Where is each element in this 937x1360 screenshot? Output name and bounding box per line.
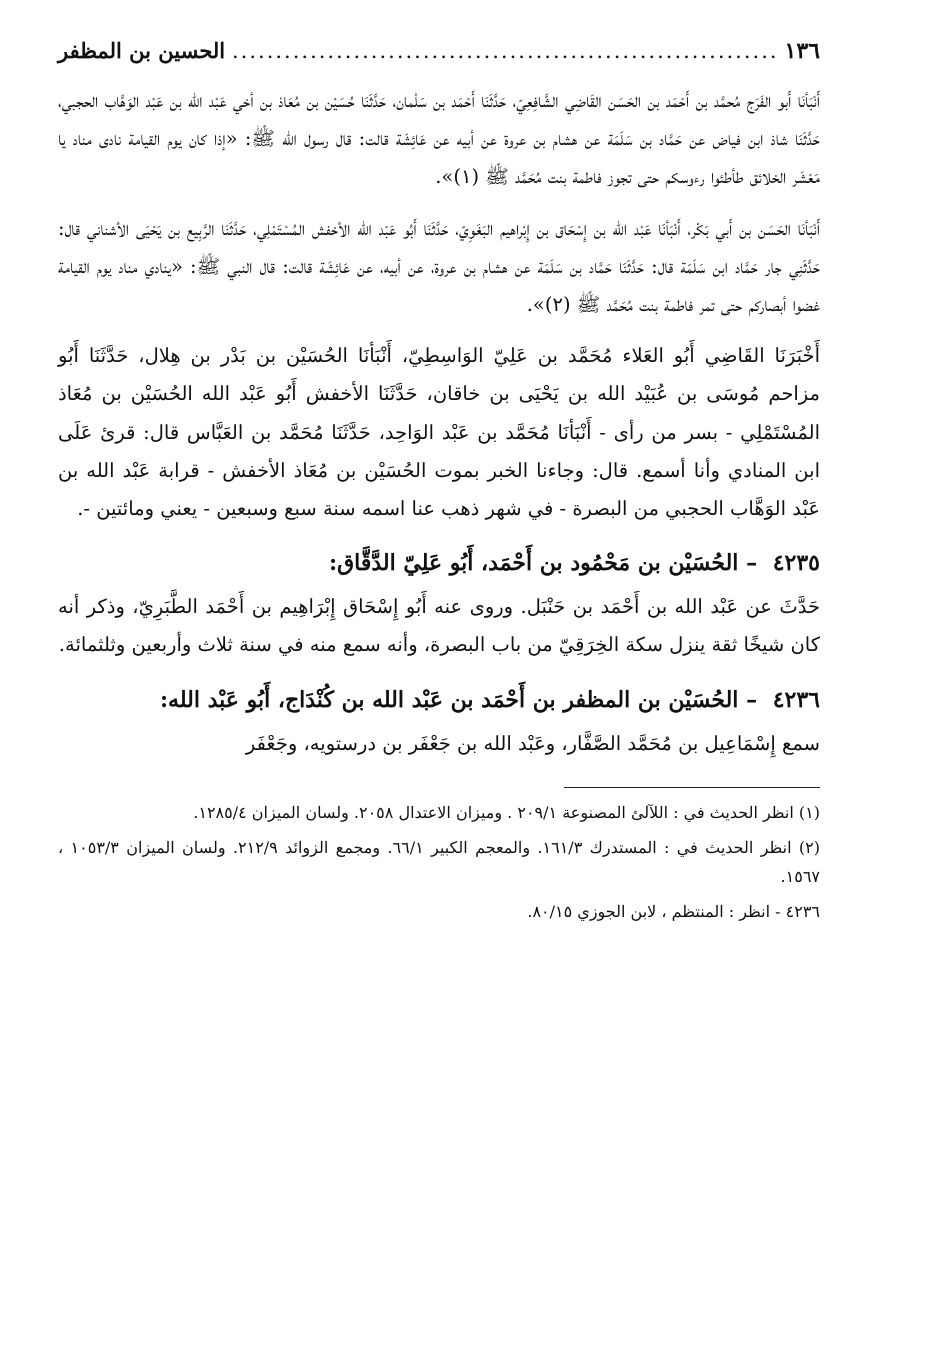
narration-paragraph-3: أَخْبَرَنَا القَاضِي أَبُو العَلاء مُحَمَّد بن عَلِيّ الوَاسِطِيّ، أَنْبَأنَا الحُسَيْن بن بَدْر بن هِلال، حَدَّثَنَا أَبُو مزاحم مُوسَى بن عُبَيْد الله بن يَحْيَى بن خاقان، حَدَّثَنَا الأخفش أَبُو عَبْد الله الحُسَيْن بن مُعَاذ المُسْتَمْلِي - بسر من رأى - أَنْبَأنَا مُحَمَّد بن عَبْد الوَاحِد، حَدَّثَنَا مُحَمَّد بن العَبَّاس قال: قرئ عَلَى ابن المنادي وأنا أسمع. قال: وجاءنا الخبر بموت الحُسَيْن بن مُعَاذ الأخفش - قرابة عَبْد الله بن عَبْد الوَهَّاب الحجبي من البصرة - في شهر ذهب عنا اسمه سنة سبع وسبعين - يعني ومائتين -. <box>58 344 820 521</box>
entry-number: ٤٢٣٦ <box>772 686 820 713</box>
entry-body-4235: حَدَّثَ عن عَبْد الله بن أَحْمَد بن حَنْبَل. وروى عنه أَبُو إِسْحَاق إِبْرَاهِيم بن أَحْمَد الطَّبَرِيّ، وذكر أنه كان شيخًا ثقة ينزل سكة الخِرَقِيّ من باب البصرة، وأنه سمع منه في سنة ثلاث وأربعين وثلثمائة. <box>58 595 820 657</box>
header-leader-dots <box>231 39 778 63</box>
entry-title: الحُسَيْن بن مَحْمُود بن أَحْمَد، أَبُو عَلِيّ الدَّقَّاق: <box>328 550 739 577</box>
entry-body-4236: سمع إِسْمَاعِيل بن مُحَمَّد الصَّفَّار، وعَبْد الله بن جَعْفَر بن درستويه، وجَعْفَر <box>245 731 820 755</box>
entry-title: الحُسَيْن بن المظفر بن أَحْمَد بن عَبْد الله بن كُنْدَاج، أَبُو عَبْد الله: <box>159 686 739 713</box>
running-header <box>58 38 820 76</box>
entry-heading-4236: ٤٢٣٦ – الحُسَيْن بن المظفر بن أَحْمَد بن عَبْد الله بن كُنْدَاج، أَبُو عَبْد الله: <box>159 686 820 713</box>
footnote-separator <box>564 787 820 788</box>
hadith-paragraph-1: أَنْبَأنَا أَبو الفَرَج مُحمَّد بن أَحْمَد بن الحَسَن القَاضِي الشَّافِعِيّ، حَدَّثَنَا أَحْمَد بن سَلْمان، حَدَّثَنَا حُسَيْن بن مُعَاذ بن أخي عَبْد الله بن عَبْد الوَهَّاب الحجبي، حَدَّثَنَا شاذ ابن فياض عن حَمَّاد بن سَلَمَة عن هشام بن عروة عن أبيه عن عَائِشَة قالت: قال رسول الله ﷺ: «إذا كان يوم القيامة نادى مناد يا مَعْشَر الخلائق طأطئوا رءوسكم حتى تجوز فاطمة بنت مُحَمَّد ﷺ (١)». <box>58 89 820 189</box>
entry-heading-4235: ٤٢٣٥ – الحُسَيْن بن مَحْمُود بن أَحْمَد، أَبُو عَلِيّ الدَّقَّاق: <box>328 550 820 577</box>
footnote-2: (٢) انظر الحديث في : المستدرك ١٦١/٣. والمعجم الكبير ٦٦/١. ومجمع الزوائد ٢١٢/٩. ولسان الميزان ١٠٥٣/٣ ، ١٥٦٧. <box>58 837 820 886</box>
book-page <box>58 38 820 930</box>
hadith-paragraph-2: أَنْبَأنَا الحَسَن بن أَبي بَكْر، أَنْبَأنَا عَبْد الله بن إِسْحَاق بن إِبْراهيم البَغَوِيّ، حَدَّثَنَا أَبُو عَبْد الله الأخفش المُسْتَمْلِي، حَدَّثَنَا الرَّبِيع بن يَحْيَى الأشناني قال: حَدَّثَنِي جار حَمَّاد ابن سَلَمَة قال: حَدَّثَنَا حَمَّاد بن سَلَمَة عن هشام بن عروة، عن أبيه، عن عَائِشَة قالت: قال النبي ﷺ: «ينادي مناد يوم القيامة غضوا أبصاركم حتى تمر فاطمة بنت مُحَمَّد ﷺ (٢)». <box>58 216 820 317</box>
page-number: ١٣٦ <box>784 38 820 64</box>
running-title: الحسين بن المظفر <box>58 38 226 63</box>
footnote-1: (١) انظر الحديث في : اللآلئ المصنوعة ٢٠٩/١ . وميزان الاعتدال ٢٠٥٨. ولسان الميزان ١٢٨٥/٤. <box>193 802 820 822</box>
entry-number: ٤٢٣٥ <box>772 550 820 577</box>
footnote-3: ٤٢٣٦ - انظر : المنتظم ، لابن الجوزي ٨٠/١٥. <box>527 901 820 921</box>
